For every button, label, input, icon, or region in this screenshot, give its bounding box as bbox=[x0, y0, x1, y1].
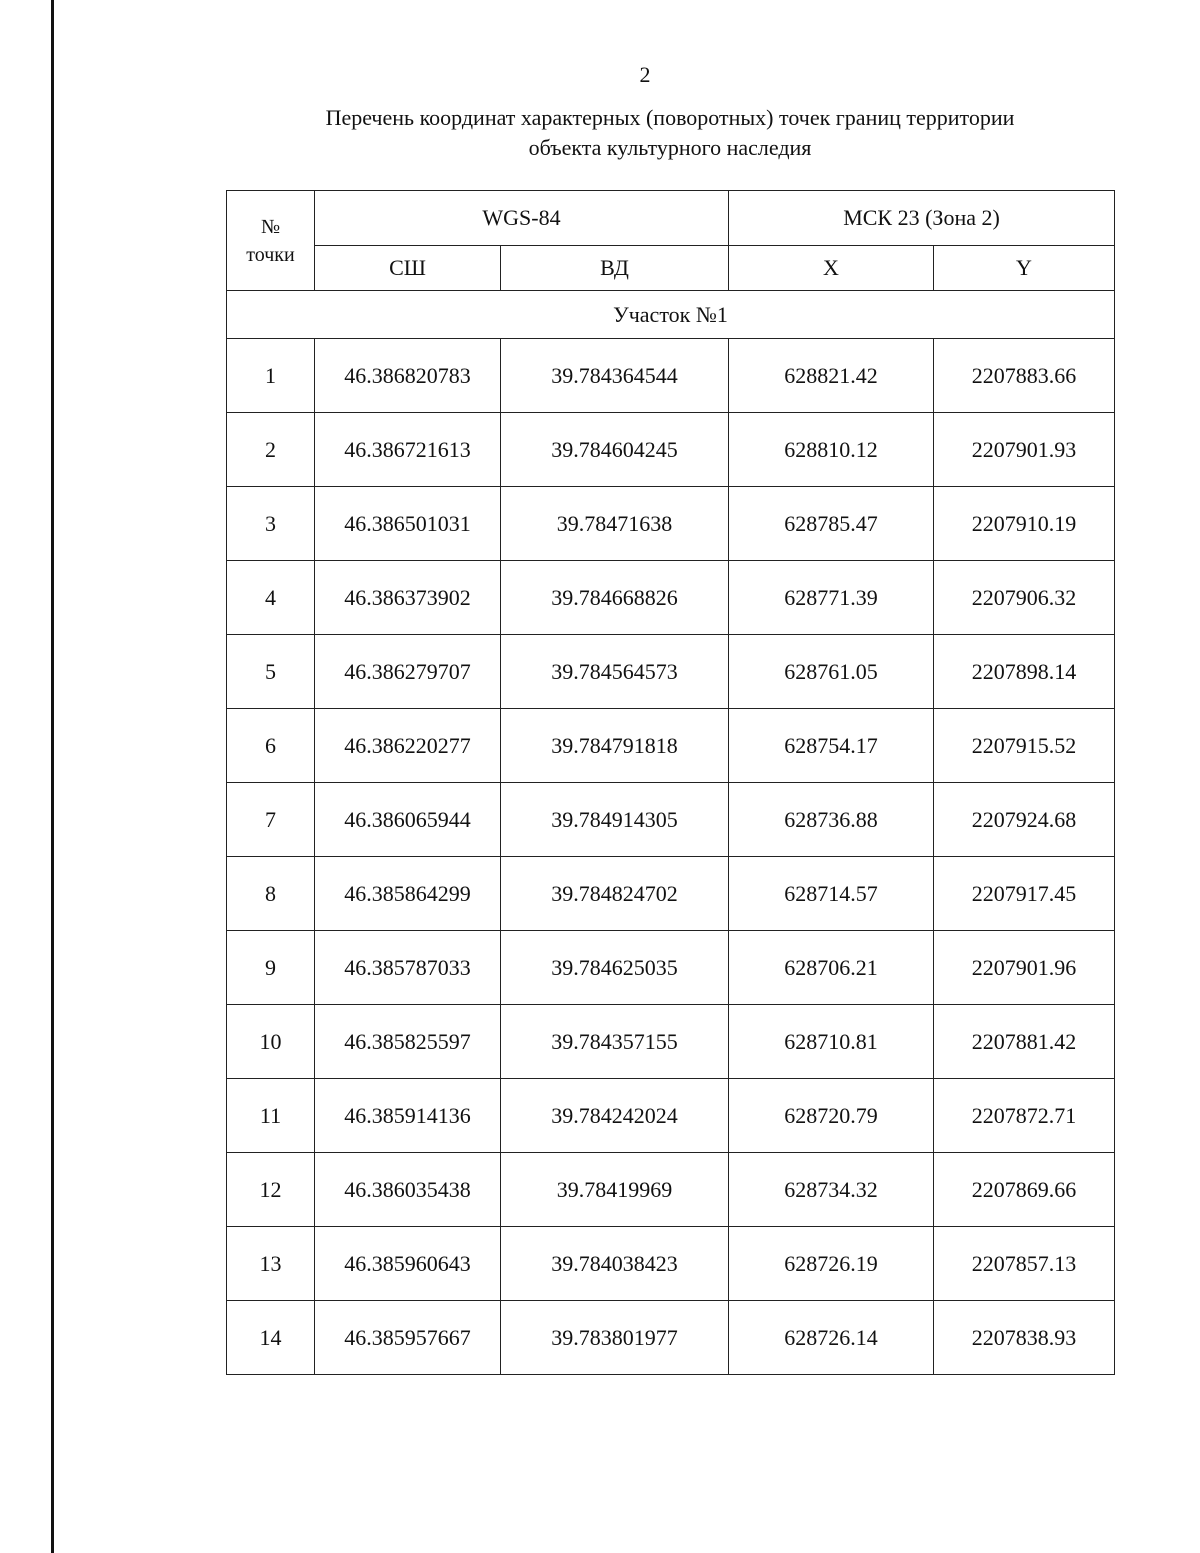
cell-longitude: 39.78419969 bbox=[501, 1153, 729, 1227]
cell-y: 2207881.42 bbox=[934, 1005, 1115, 1079]
cell-point-number: 13 bbox=[227, 1227, 315, 1301]
cell-x: 628821.42 bbox=[729, 339, 934, 413]
table-row bbox=[227, 339, 1115, 413]
table-row bbox=[227, 1153, 1115, 1227]
cell-longitude: 39.784038423 bbox=[501, 1227, 729, 1301]
cell-latitude: 46.386721613 bbox=[315, 413, 501, 487]
cell-point-number: 3 bbox=[227, 487, 315, 561]
table-row bbox=[227, 1005, 1115, 1079]
cell-y: 2207901.96 bbox=[934, 931, 1115, 1005]
table-row bbox=[227, 783, 1115, 857]
cell-x: 628710.81 bbox=[729, 1005, 934, 1079]
cell-point-number: 4 bbox=[227, 561, 315, 635]
header-group-wgs84: WGS-84 bbox=[315, 191, 729, 246]
cell-longitude: 39.784625035 bbox=[501, 931, 729, 1005]
cell-x: 628726.14 bbox=[729, 1301, 934, 1375]
cell-latitude: 46.385957667 bbox=[315, 1301, 501, 1375]
document-title bbox=[226, 103, 1114, 163]
header-point-number bbox=[227, 191, 315, 291]
cell-latitude: 46.385825597 bbox=[315, 1005, 501, 1079]
cell-point-number: 9 bbox=[227, 931, 315, 1005]
cell-x: 628785.47 bbox=[729, 487, 934, 561]
cell-point-number: 14 bbox=[227, 1301, 315, 1375]
cell-longitude: 39.784242024 bbox=[501, 1079, 729, 1153]
cell-longitude: 39.784564573 bbox=[501, 635, 729, 709]
cell-point-number: 10 bbox=[227, 1005, 315, 1079]
cell-longitude: 39.784604245 bbox=[501, 413, 729, 487]
cell-point-number: 11 bbox=[227, 1079, 315, 1153]
cell-latitude: 46.386220277 bbox=[315, 709, 501, 783]
cell-x: 628754.17 bbox=[729, 709, 934, 783]
table-row bbox=[227, 561, 1115, 635]
cell-x: 628736.88 bbox=[729, 783, 934, 857]
section-label: Участок №1 bbox=[227, 291, 1115, 339]
cell-y: 2207906.32 bbox=[934, 561, 1115, 635]
page-number: 2 bbox=[639, 62, 651, 87]
cell-longitude: 39.784914305 bbox=[501, 783, 729, 857]
table-row bbox=[227, 635, 1115, 709]
cell-longitude: 39.784364544 bbox=[501, 339, 729, 413]
header-latitude: СШ bbox=[315, 246, 501, 291]
cell-point-number: 12 bbox=[227, 1153, 315, 1227]
cell-x: 628720.79 bbox=[729, 1079, 934, 1153]
table-row bbox=[227, 413, 1115, 487]
document-title-line-1: Перечень координат характерных (поворотных) точек границ территории bbox=[325, 105, 1015, 130]
cell-x: 628771.39 bbox=[729, 561, 934, 635]
table-body bbox=[227, 291, 1115, 1375]
cell-y: 2207915.52 bbox=[934, 709, 1115, 783]
cell-y: 2207898.14 bbox=[934, 635, 1115, 709]
header-x: X bbox=[729, 246, 934, 291]
cell-latitude: 46.386373902 bbox=[315, 561, 501, 635]
cell-point-number: 7 bbox=[227, 783, 315, 857]
cell-latitude: 46.386501031 bbox=[315, 487, 501, 561]
document-title-line-2: объекта культурного наследия bbox=[528, 135, 812, 160]
header-group-msk23: МСК 23 (Зона 2) bbox=[729, 191, 1115, 246]
cell-point-number: 5 bbox=[227, 635, 315, 709]
table-row bbox=[227, 857, 1115, 931]
cell-x: 628734.32 bbox=[729, 1153, 934, 1227]
cell-longitude: 39.784668826 bbox=[501, 561, 729, 635]
cell-latitude: 46.385914136 bbox=[315, 1079, 501, 1153]
cell-latitude: 46.385787033 bbox=[315, 931, 501, 1005]
cell-y: 2207869.66 bbox=[934, 1153, 1115, 1227]
cell-latitude: 46.385864299 bbox=[315, 857, 501, 931]
cell-longitude: 39.784824702 bbox=[501, 857, 729, 931]
header-point-number-line-1: № bbox=[260, 215, 281, 238]
cell-longitude: 39.78471638 bbox=[501, 487, 729, 561]
cell-y: 2207857.13 bbox=[934, 1227, 1115, 1301]
table-row bbox=[227, 1301, 1115, 1375]
coordinates-table bbox=[226, 190, 1115, 1375]
cell-x: 628706.21 bbox=[729, 931, 934, 1005]
cell-point-number: 8 bbox=[227, 857, 315, 931]
cell-longitude: 39.784791818 bbox=[501, 709, 729, 783]
table-row bbox=[227, 709, 1115, 783]
cell-longitude: 39.783801977 bbox=[501, 1301, 729, 1375]
table-row bbox=[227, 487, 1115, 561]
header-longitude: ВД bbox=[501, 246, 729, 291]
cell-point-number: 6 bbox=[227, 709, 315, 783]
cell-x: 628761.05 bbox=[729, 635, 934, 709]
cell-y: 2207917.45 bbox=[934, 857, 1115, 931]
cell-latitude: 46.386820783 bbox=[315, 339, 501, 413]
cell-y: 2207872.71 bbox=[934, 1079, 1115, 1153]
table-header-row-1 bbox=[227, 191, 1115, 246]
cell-y: 2207910.19 bbox=[934, 487, 1115, 561]
header-point-number-line-2: точки bbox=[246, 243, 295, 266]
page-left-border bbox=[51, 0, 54, 1553]
cell-latitude: 46.386065944 bbox=[315, 783, 501, 857]
cell-latitude: 46.385960643 bbox=[315, 1227, 501, 1301]
table-header-row-2 bbox=[227, 246, 1115, 291]
cell-longitude: 39.784357155 bbox=[501, 1005, 729, 1079]
cell-y: 2207883.66 bbox=[934, 339, 1115, 413]
cell-y: 2207924.68 bbox=[934, 783, 1115, 857]
cell-latitude: 46.386279707 bbox=[315, 635, 501, 709]
cell-x: 628726.19 bbox=[729, 1227, 934, 1301]
header-y: Y bbox=[934, 246, 1115, 291]
section-row bbox=[227, 291, 1115, 339]
table-row bbox=[227, 1079, 1115, 1153]
cell-y: 2207838.93 bbox=[934, 1301, 1115, 1375]
cell-x: 628714.57 bbox=[729, 857, 934, 931]
table-row bbox=[227, 1227, 1115, 1301]
cell-x: 628810.12 bbox=[729, 413, 934, 487]
cell-latitude: 46.386035438 bbox=[315, 1153, 501, 1227]
table-row bbox=[227, 931, 1115, 1005]
cell-point-number: 2 bbox=[227, 413, 315, 487]
cell-point-number: 1 bbox=[227, 339, 315, 413]
cell-y: 2207901.93 bbox=[934, 413, 1115, 487]
